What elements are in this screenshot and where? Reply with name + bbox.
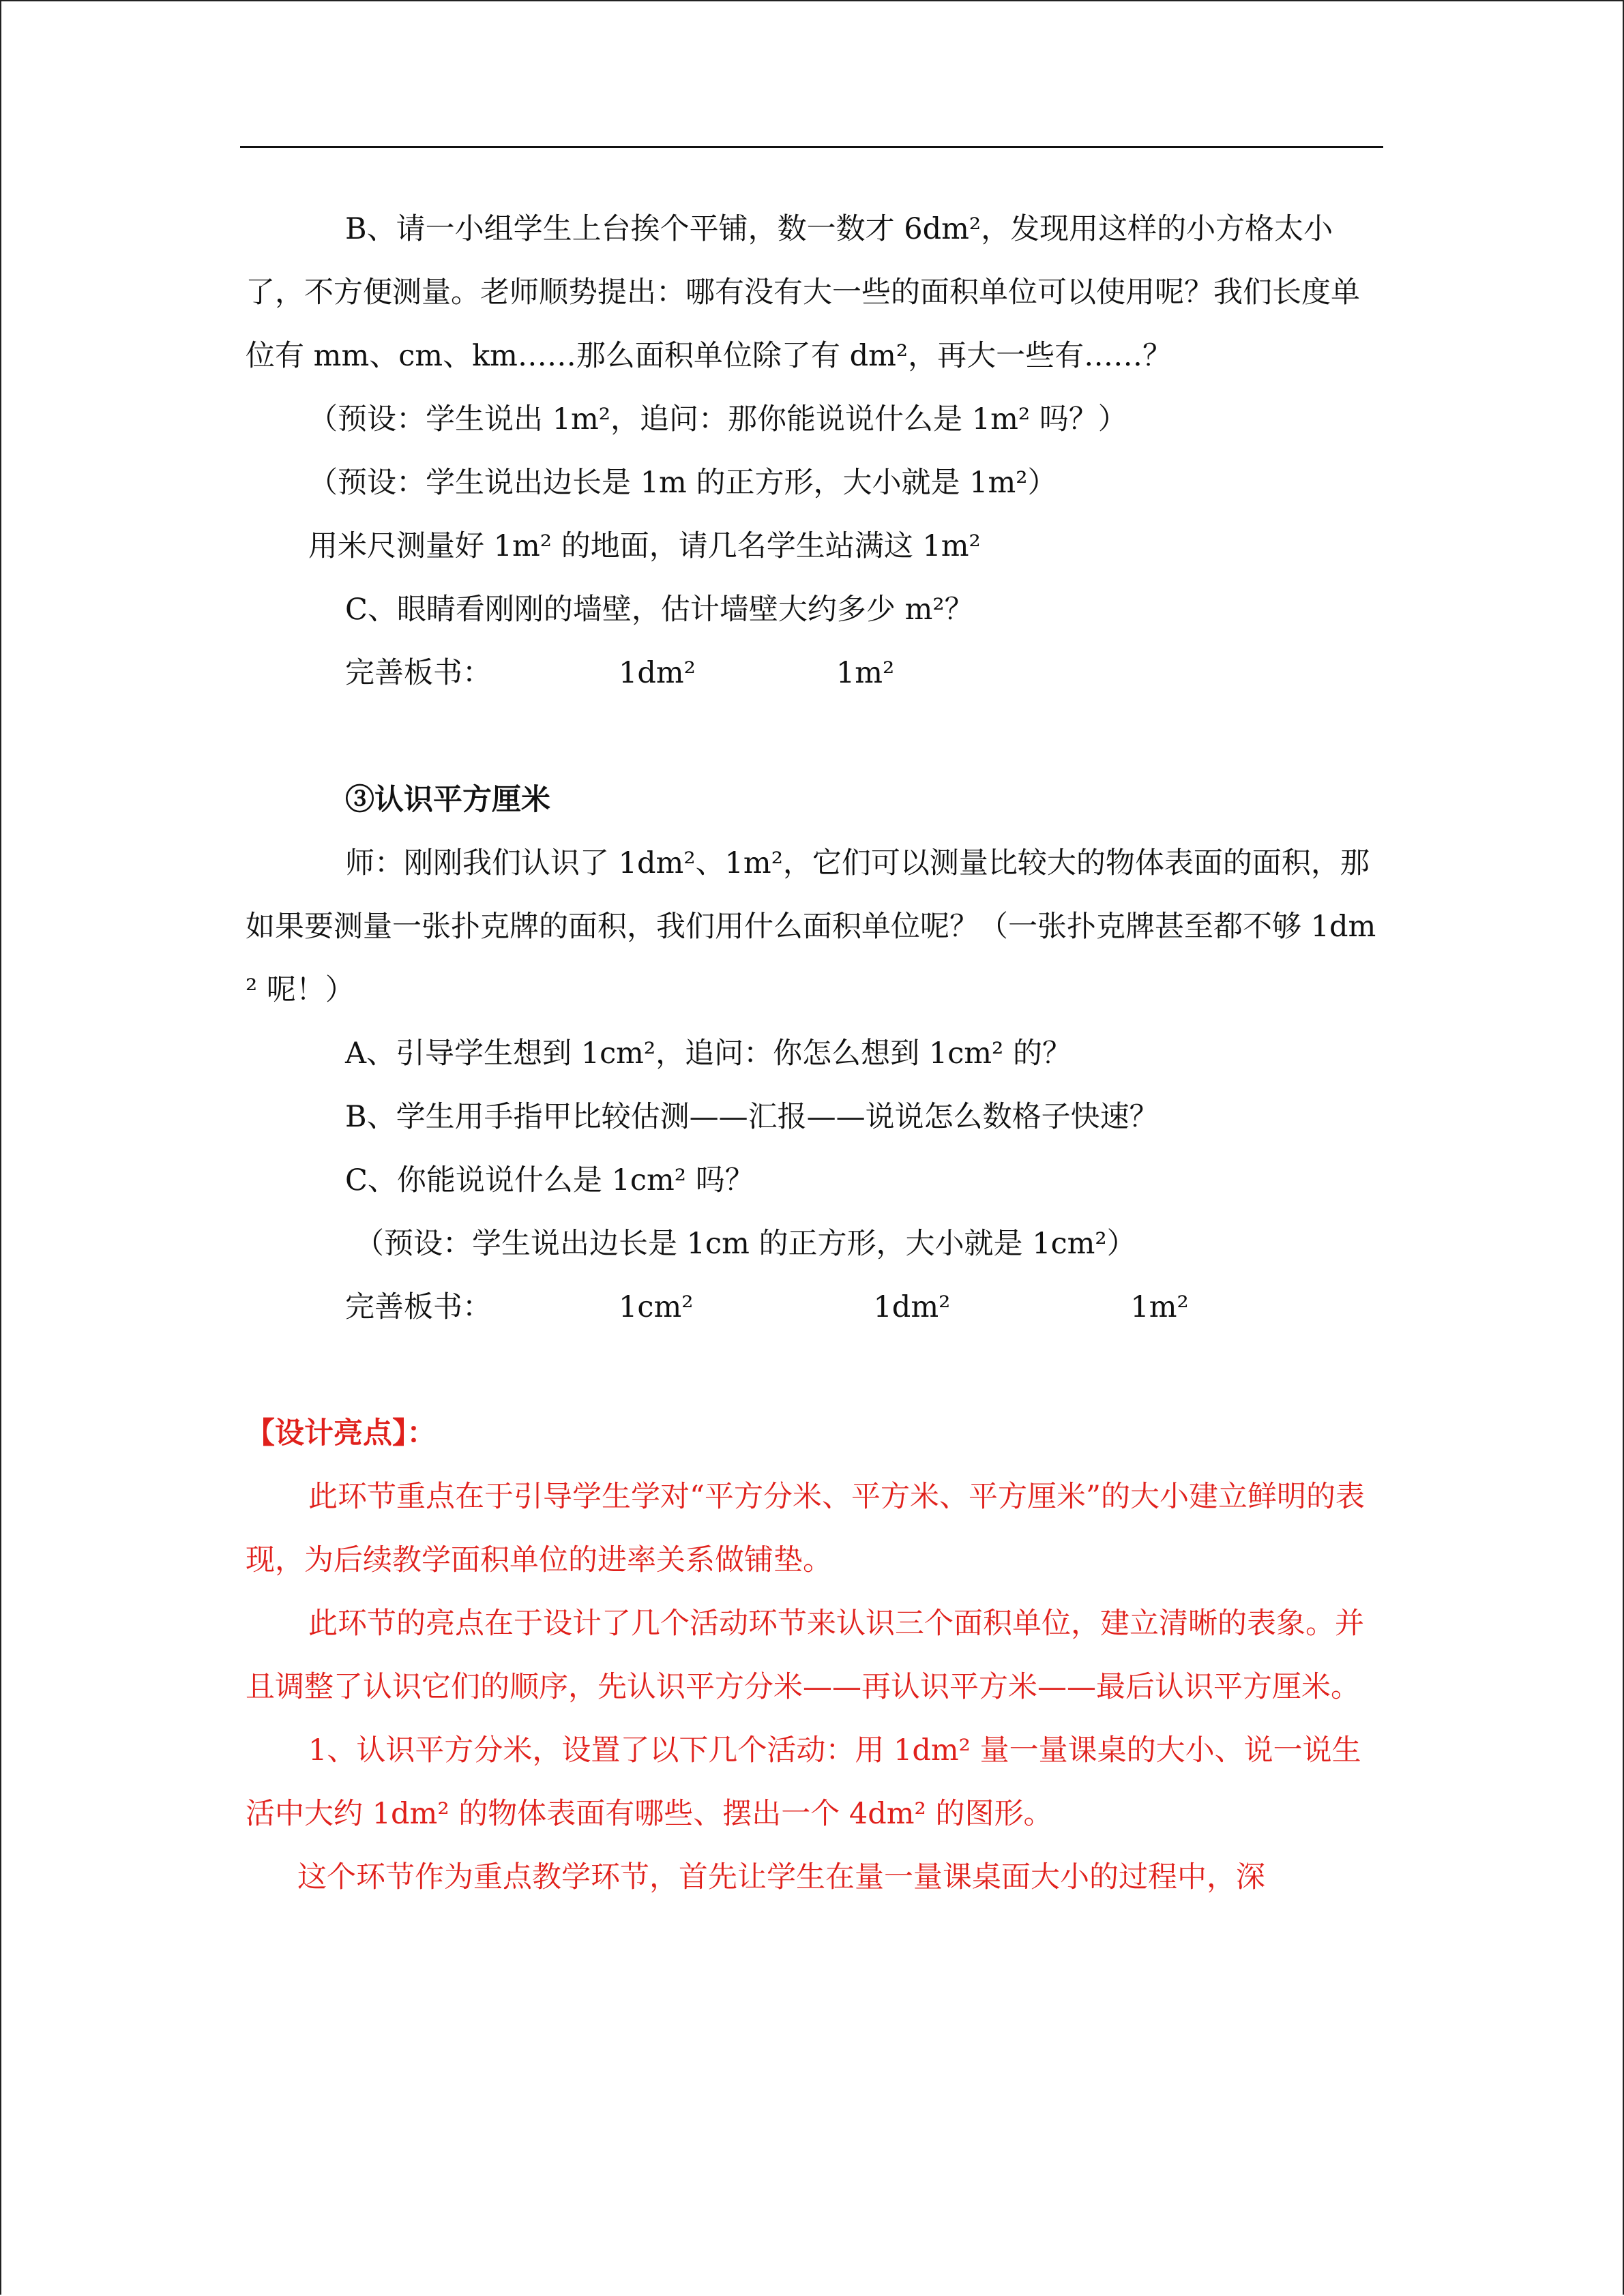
board-label: 完善板书： <box>345 656 492 690</box>
document-body <box>246 198 1378 1909</box>
board-unit: 1cm² <box>619 1290 694 1324</box>
highlight-title: 【设计亮点】： <box>246 1416 437 1450</box>
paragraph-b1: B、请一小组学生上台挨个平铺，数一数才 6dm²，发现用这样的小方格太小了，不方便测量。老师顺势提出：哪有没有大一些的面积单位可以使用呢？我们长度单位有 mm、cm、km……那么面积单位除了有 dm²，再大一些有……？ <box>246 212 1360 373</box>
board-writing-1 <box>246 642 1378 705</box>
board-unit: 1dm² <box>619 656 696 690</box>
paragraph-c1: C、眼睛看刚刚的墙壁，估计墙壁大约多少 m²？ <box>345 593 974 627</box>
spacer <box>246 1339 1378 1402</box>
board-label: 完善板书： <box>345 1290 492 1324</box>
paragraph-preset-2: （预设：学生说出边长是 1m 的正方形，大小就是 1m²） <box>308 466 1057 500</box>
spacer <box>246 705 1378 769</box>
paragraph-measure: 用米尺测量好 1m² 的地面，请几名学生站满这 1m² <box>308 529 981 563</box>
board-unit: 1m² <box>836 656 895 690</box>
board-unit: 1m² <box>1130 1290 1189 1324</box>
highlight-paragraph-1: 此环节重点在于引导学生学对“平方分米、平方米、平方厘米”的大小建立鲜明的表现，为后续教学面积单位的进率关系做铺垫。 <box>246 1480 1365 1577</box>
paragraph-preset-1: （预设：学生说出 1m²，追问：那你能说说什么是 1m² 吗？） <box>308 402 1127 436</box>
paragraph-b2: B、学生用手指甲比较估测——汇报——说说怎么数格子快速？ <box>345 1100 1159 1134</box>
paragraph-preset-3: （预设：学生说出边长是 1cm 的正方形，大小就是 1cm²） <box>355 1227 1136 1261</box>
highlight-paragraph-2: 此环节的亮点在于设计了几个活动环节来认识三个面积单位，建立清晰的表象。并且调整了认识它们的顺序，先认识平方分米——再认识平方米——最后认识平方厘米。 <box>246 1607 1364 1704</box>
paragraph-c2: C、你能说说什么是 1cm² 吗？ <box>345 1163 754 1197</box>
header-rule <box>240 146 1383 148</box>
board-writing-2 <box>246 1276 1378 1339</box>
paragraph-a2: A、引导学生想到 1cm²，追问：你怎么想到 1cm² 的？ <box>345 1037 1072 1071</box>
paragraph-teacher: 师：刚刚我们认识了 1dm²、1m²，它们可以测量比较大的物体表面的面积，那如果要测量一张扑克牌的面积，我们用什么面积单位呢？（一张扑克牌甚至都不够 1dm² 呢！） <box>246 846 1376 1007</box>
section-title: ③认识平方厘米 <box>345 783 550 817</box>
highlight-paragraph-3: 1、认识平方分米，设置了以下几个活动：用 1dm² 量一量课桌的大小、说一说生活中大约 1dm² 的物体表面有哪些、摆出一个 4dm² 的图形。 <box>246 1733 1361 1831</box>
highlight-paragraph-4: 这个环节作为重点教学环节，首先让学生在量一量课桌面大小的过程中，深 <box>297 1860 1265 1894</box>
board-unit: 1dm² <box>873 1290 951 1324</box>
